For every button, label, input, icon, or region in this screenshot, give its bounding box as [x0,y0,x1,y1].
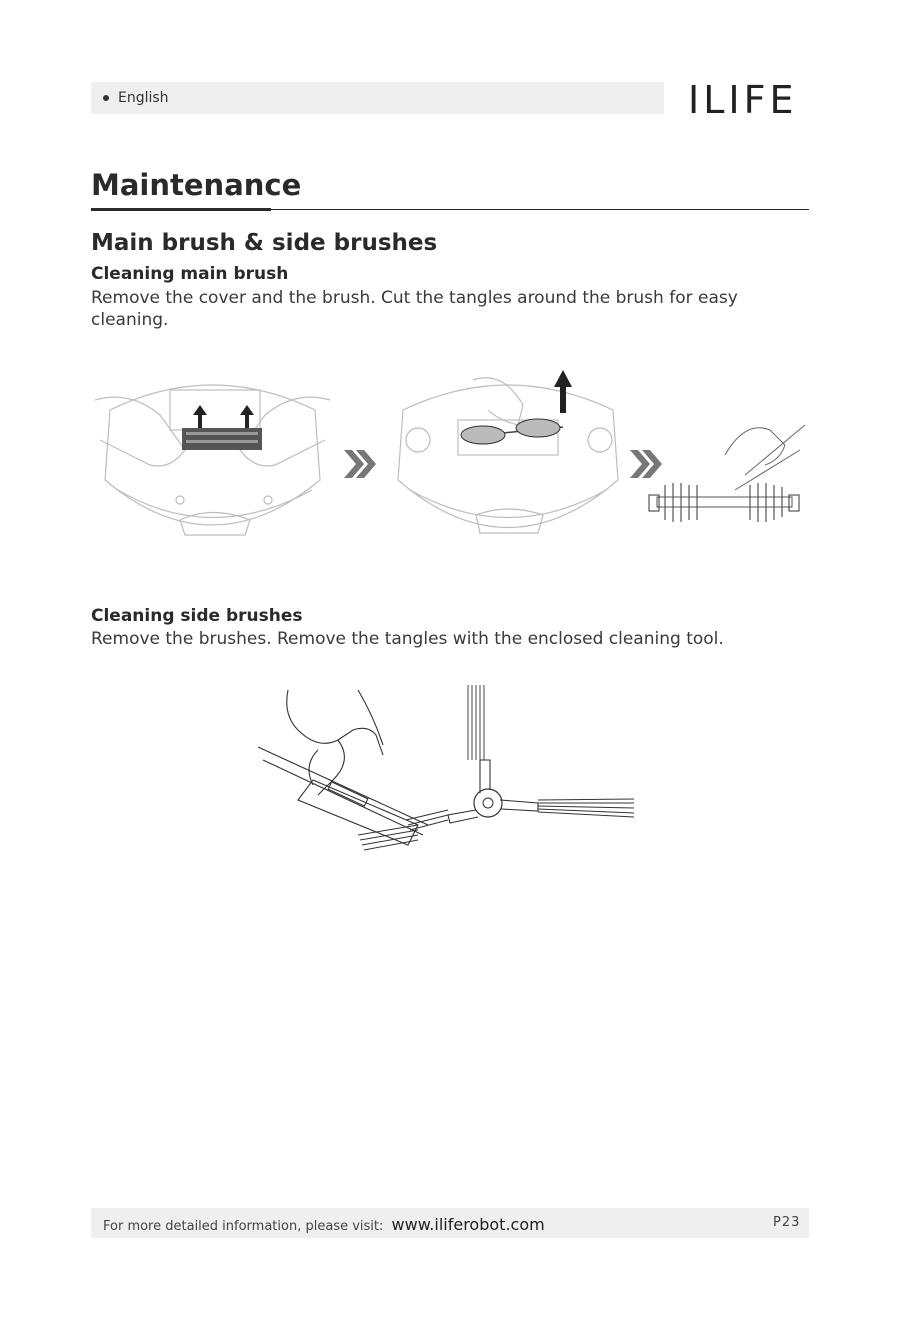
title-underline [91,208,271,211]
side-brush-heading: Cleaning side brushes [91,606,303,626]
page-title: Maintenance [91,168,302,202]
chevron-right-icon [342,448,380,480]
bullet-icon [103,95,109,101]
side-brush-text: Remove the brushes. Remove the tangles with the enclosed cleaning tool. [91,629,724,649]
tangle-cutting-illustration [645,415,810,535]
main-brush-heading: Cleaning main brush [91,264,289,284]
side-brush-cleaning-illustration [258,685,638,860]
page-number: P23 [773,1215,801,1230]
header-bar [91,82,664,114]
footer-url-link[interactable]: www.iliferobot.com [391,1215,545,1234]
robot-cover-removal-illustration [90,370,335,555]
language-label [103,90,169,106]
brush-removal-illustration [388,365,628,555]
footer-info-text: For more detailed information, please visit: [103,1219,384,1234]
footer-info [103,1215,545,1234]
brand-logo: ILIFE [688,78,798,122]
language-text: English [118,90,169,106]
main-brush-text: Remove the cover and the brush. Cut the tangles around the brush for easy cleaning. [91,288,738,330]
section-subtitle: Main brush & side brushes [91,230,438,256]
title-rule [271,209,809,210]
